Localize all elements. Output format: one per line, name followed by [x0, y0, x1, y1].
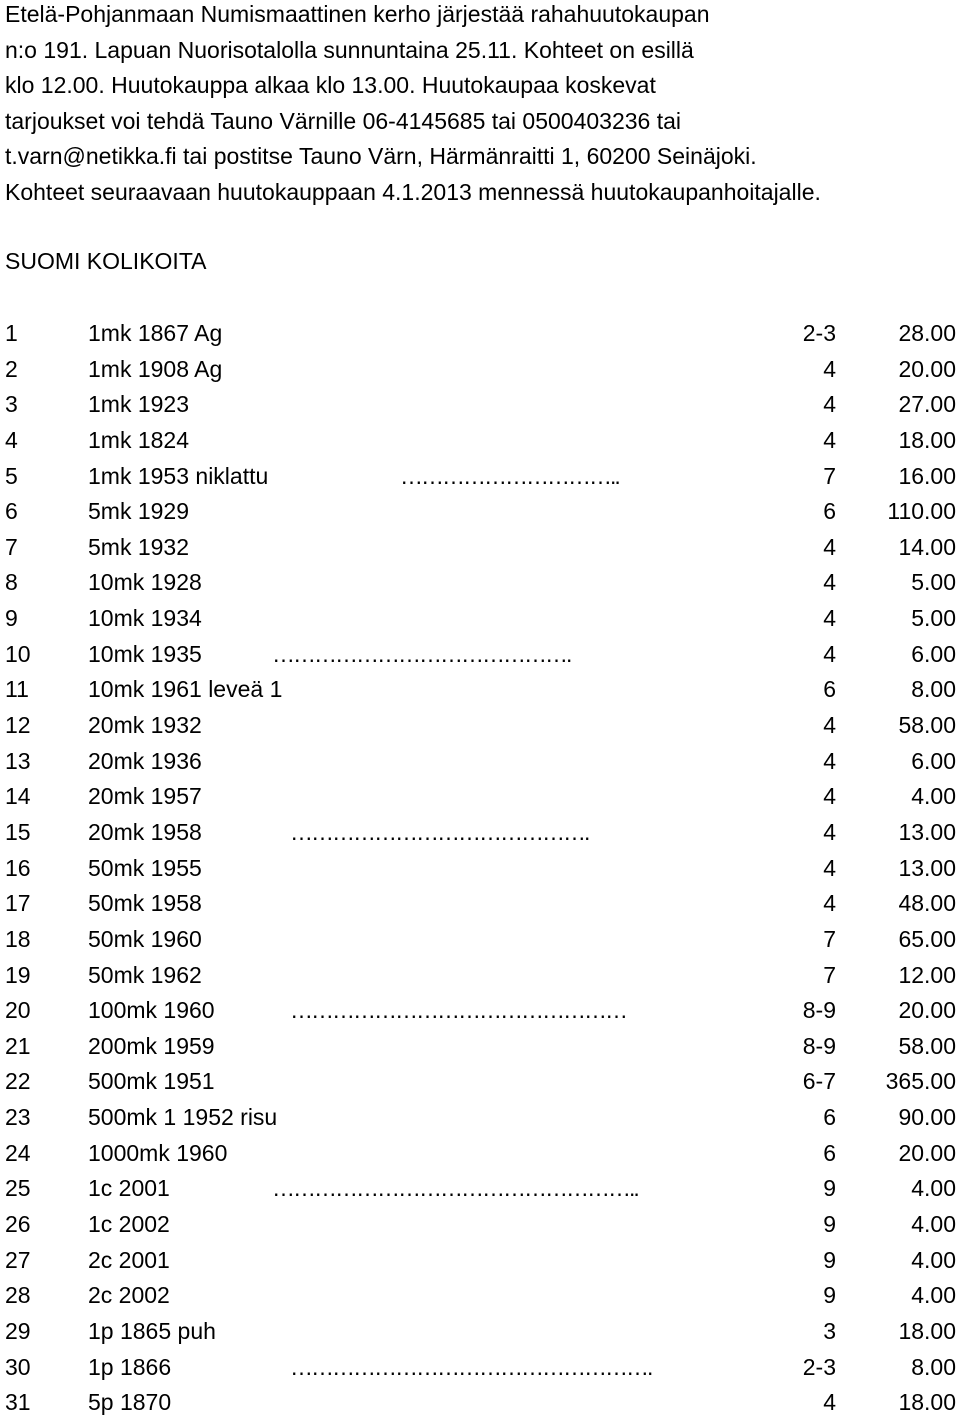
lot-number: 21 [5, 1032, 31, 1059]
lot-number: 26 [5, 1211, 31, 1238]
lot-condition: 4 [823, 605, 836, 632]
lot-description: 1000mk 1960 [88, 1139, 228, 1166]
lot-number: 11 [5, 676, 29, 703]
lot-price: 20.00 [898, 1139, 956, 1166]
lot-description: 2c 2002 [88, 1282, 170, 1309]
lot-price: 5.00 [911, 569, 956, 596]
lot-price: 8.00 [911, 1353, 956, 1380]
lot-description: 1p 1866 [88, 1353, 172, 1380]
lot-row [0, 961, 960, 997]
lot-number: 15 [5, 818, 31, 845]
lot-price: 48.00 [898, 890, 956, 917]
lot-condition: 9 [823, 1211, 836, 1238]
lot-price: 5.00 [911, 605, 956, 632]
lot-condition: 7 [823, 961, 836, 988]
lot-description: 5mk 1932 [88, 533, 190, 560]
intro-line: klo 12.00. Huutokauppa alkaa klo 13.00. Huutokaupaa koskevat [5, 72, 656, 99]
lot-number: 1 [5, 320, 18, 346]
lot-description: 50mk 1962 [88, 961, 202, 988]
lot-row [0, 925, 960, 961]
lot-description: 1mk 1824 [88, 426, 190, 453]
lot-row [0, 818, 960, 854]
lot-description: 5p 1870 [88, 1389, 172, 1416]
lot-price: 27.00 [898, 391, 956, 418]
lot-price: 16.00 [898, 462, 956, 489]
lot-condition: 9 [823, 1175, 836, 1202]
intro-line: tarjoukset voi tehdä Tauno Värnille 06-4145685 tai 0500403236 tai [5, 107, 682, 134]
lot-description: 10mk 1961 leveä 1 [88, 676, 283, 703]
lot-description: 50mk 1960 [88, 925, 202, 952]
lot-price: 6.00 [911, 747, 956, 774]
lot-condition: 4 [823, 854, 836, 881]
lot-number: 29 [5, 1317, 31, 1344]
lot-description: 10mk 1935 [88, 640, 202, 667]
lot-number: 23 [5, 1104, 31, 1131]
lot-price: 6.00 [911, 640, 956, 667]
lot-description: 500mk 1 1952 risu [88, 1104, 278, 1131]
lot-row [0, 1103, 960, 1139]
lot-description: 50mk 1958 [88, 890, 202, 917]
intro-line: Etelä-Pohjanmaan Numismaattinen kerho järjestää rahahuutokaupan [5, 1, 710, 27]
lot-row [0, 1353, 960, 1389]
lot-description: 200mk 1959 [88, 1032, 215, 1059]
lot-price: 20.00 [898, 997, 956, 1024]
lot-condition: 4 [823, 890, 836, 917]
lot-price: 4.00 [911, 1282, 956, 1309]
lot-condition: 8-9 [802, 997, 836, 1024]
lot-row [0, 426, 960, 462]
lot-row [0, 390, 960, 426]
section-heading: SUOMI KOLIKOITA [5, 248, 207, 274]
lot-row [0, 854, 960, 890]
lot-price: 13.00 [898, 854, 956, 881]
lot-number: 3 [5, 391, 18, 418]
lot-number: 12 [5, 712, 31, 739]
lot-condition: 4 [823, 818, 836, 845]
lot-number: 10 [5, 640, 31, 667]
lot-condition: 8-9 [802, 1032, 836, 1059]
lot-row [0, 996, 960, 1032]
dot-leader: ……………………………………. [290, 818, 589, 845]
lot-price: 18.00 [898, 1389, 956, 1416]
lot-number: 9 [5, 605, 18, 632]
lot-price: 58.00 [898, 712, 956, 739]
lot-number: 4 [5, 426, 18, 453]
lot-row [0, 497, 960, 533]
lot-condition: 6 [823, 498, 836, 525]
lot-price: 4.00 [911, 1246, 956, 1273]
lot-row [0, 1246, 960, 1282]
lot-condition: 4 [823, 1389, 836, 1416]
lot-description: 20mk 1932 [88, 712, 202, 739]
lot-row [0, 711, 960, 747]
lot-row [0, 1174, 960, 1210]
lot-condition: 6 [823, 1139, 836, 1166]
auction-intro [5, 0, 955, 214]
lot-description: 50mk 1955 [88, 854, 202, 881]
lot-condition: 2-3 [802, 320, 836, 346]
lot-number: 5 [5, 462, 18, 489]
lot-number: 6 [5, 498, 18, 525]
lot-row [0, 675, 960, 711]
lot-condition: 9 [823, 1246, 836, 1273]
lot-row [0, 889, 960, 925]
lot-condition: 9 [823, 1282, 836, 1309]
lot-condition: 7 [823, 462, 836, 489]
lot-row [0, 1281, 960, 1317]
lot-price: 365.00 [885, 1068, 956, 1095]
lot-description: 1mk 1908 Ag [88, 355, 223, 382]
lot-price: 4.00 [911, 1211, 956, 1238]
lot-number: 30 [5, 1353, 31, 1380]
lot-description: 20mk 1957 [88, 783, 202, 810]
lot-price: 13.00 [898, 818, 956, 845]
lot-row [0, 319, 960, 355]
lot-number: 13 [5, 747, 31, 774]
lot-description: 1mk 1867 Ag [88, 320, 223, 346]
lot-row [0, 747, 960, 783]
lot-number: 27 [5, 1246, 31, 1273]
lot-price: 4.00 [911, 783, 956, 810]
lot-row [0, 568, 960, 604]
lot-row [0, 462, 960, 498]
lot-description: 1mk 1953 niklattu [88, 462, 269, 489]
lot-row [0, 1139, 960, 1175]
lot-row [0, 533, 960, 569]
lot-row [0, 1210, 960, 1246]
dot-leader: ……………………………………. [272, 640, 571, 667]
lot-number: 31 [5, 1389, 31, 1416]
lot-row [0, 1067, 960, 1103]
lot-row [0, 604, 960, 640]
lot-condition: 6 [823, 676, 836, 703]
lot-row [0, 640, 960, 676]
lot-price: 28.00 [898, 320, 956, 346]
lot-row [0, 355, 960, 391]
lot-number: 19 [5, 961, 31, 988]
lot-list [0, 319, 960, 1424]
lot-price: 90.00 [898, 1104, 956, 1131]
lot-description: 1p 1865 puh [88, 1317, 216, 1344]
lot-price: 18.00 [898, 1317, 956, 1344]
dot-leader: ……………………………………………. [290, 1353, 652, 1380]
dot-leader: ………………………….. [400, 462, 619, 489]
lot-description: 20mk 1936 [88, 747, 202, 774]
lot-condition: 4 [823, 640, 836, 667]
lot-price: 12.00 [898, 961, 956, 988]
lot-number: 8 [5, 569, 18, 596]
lot-condition: 4 [823, 355, 836, 382]
lot-condition: 4 [823, 391, 836, 418]
intro-line: t.varn@netikka.fi tai postitse Tauno Värn, Härmänraitti 1, 60200 Seinäjoki. [5, 143, 757, 170]
lot-condition: 7 [823, 925, 836, 952]
lot-condition: 4 [823, 533, 836, 560]
intro-line: n:o 191. Lapuan Nuorisotalolla sunnuntaina 25.11. Kohteet on esillä [5, 36, 694, 63]
lot-number: 16 [5, 854, 31, 881]
lot-price: 20.00 [898, 355, 956, 382]
lot-description: 10mk 1928 [88, 569, 202, 596]
lot-number: 25 [5, 1175, 31, 1202]
lot-number: 22 [5, 1068, 31, 1095]
lot-condition: 4 [823, 712, 836, 739]
lot-description: 500mk 1951 [88, 1068, 215, 1095]
lot-row [0, 1388, 960, 1424]
lot-number: 18 [5, 925, 31, 952]
lot-condition: 4 [823, 747, 836, 774]
lot-condition: 4 [823, 426, 836, 453]
lot-description: 1c 2002 [88, 1211, 170, 1238]
lot-number: 14 [5, 783, 31, 810]
lot-condition: 6-7 [802, 1068, 836, 1095]
lot-condition: 4 [823, 783, 836, 810]
lot-condition: 3 [823, 1317, 836, 1344]
lot-row [0, 1317, 960, 1353]
lot-number: 24 [5, 1139, 31, 1166]
lot-price: 58.00 [898, 1032, 956, 1059]
lot-number: 17 [5, 890, 31, 917]
lot-number: 20 [5, 997, 31, 1024]
lot-number: 28 [5, 1282, 31, 1309]
lot-price: 14.00 [898, 533, 956, 560]
dot-leader: ………………………………………… [290, 997, 626, 1024]
intro-line: Kohteet seuraavaan huutokauppaan 4.1.2013 mennessä huutokaupanhoitajalle. [5, 178, 821, 205]
lot-row [0, 1032, 960, 1068]
dot-leader: …………………………………………….. [272, 1175, 638, 1202]
lot-description: 10mk 1934 [88, 605, 202, 632]
lot-price: 4.00 [911, 1175, 956, 1202]
lot-description: 1mk 1923 [88, 391, 190, 418]
lot-condition: 6 [823, 1104, 836, 1131]
lot-description: 5mk 1929 [88, 498, 190, 525]
lot-price: 8.00 [911, 676, 956, 703]
lot-description: 100mk 1960 [88, 997, 215, 1024]
lot-description: 2c 2001 [88, 1246, 170, 1273]
lot-condition: 2-3 [802, 1353, 836, 1380]
lot-price: 18.00 [898, 426, 956, 453]
lot-row [0, 782, 960, 818]
lot-number: 7 [5, 533, 18, 560]
lot-description: 1c 2001 [88, 1175, 170, 1202]
lot-price: 110.00 [887, 498, 956, 525]
lot-price: 65.00 [898, 925, 956, 952]
lot-condition: 4 [823, 569, 836, 596]
lot-number: 2 [5, 355, 18, 382]
lot-description: 20mk 1958 [88, 818, 202, 845]
